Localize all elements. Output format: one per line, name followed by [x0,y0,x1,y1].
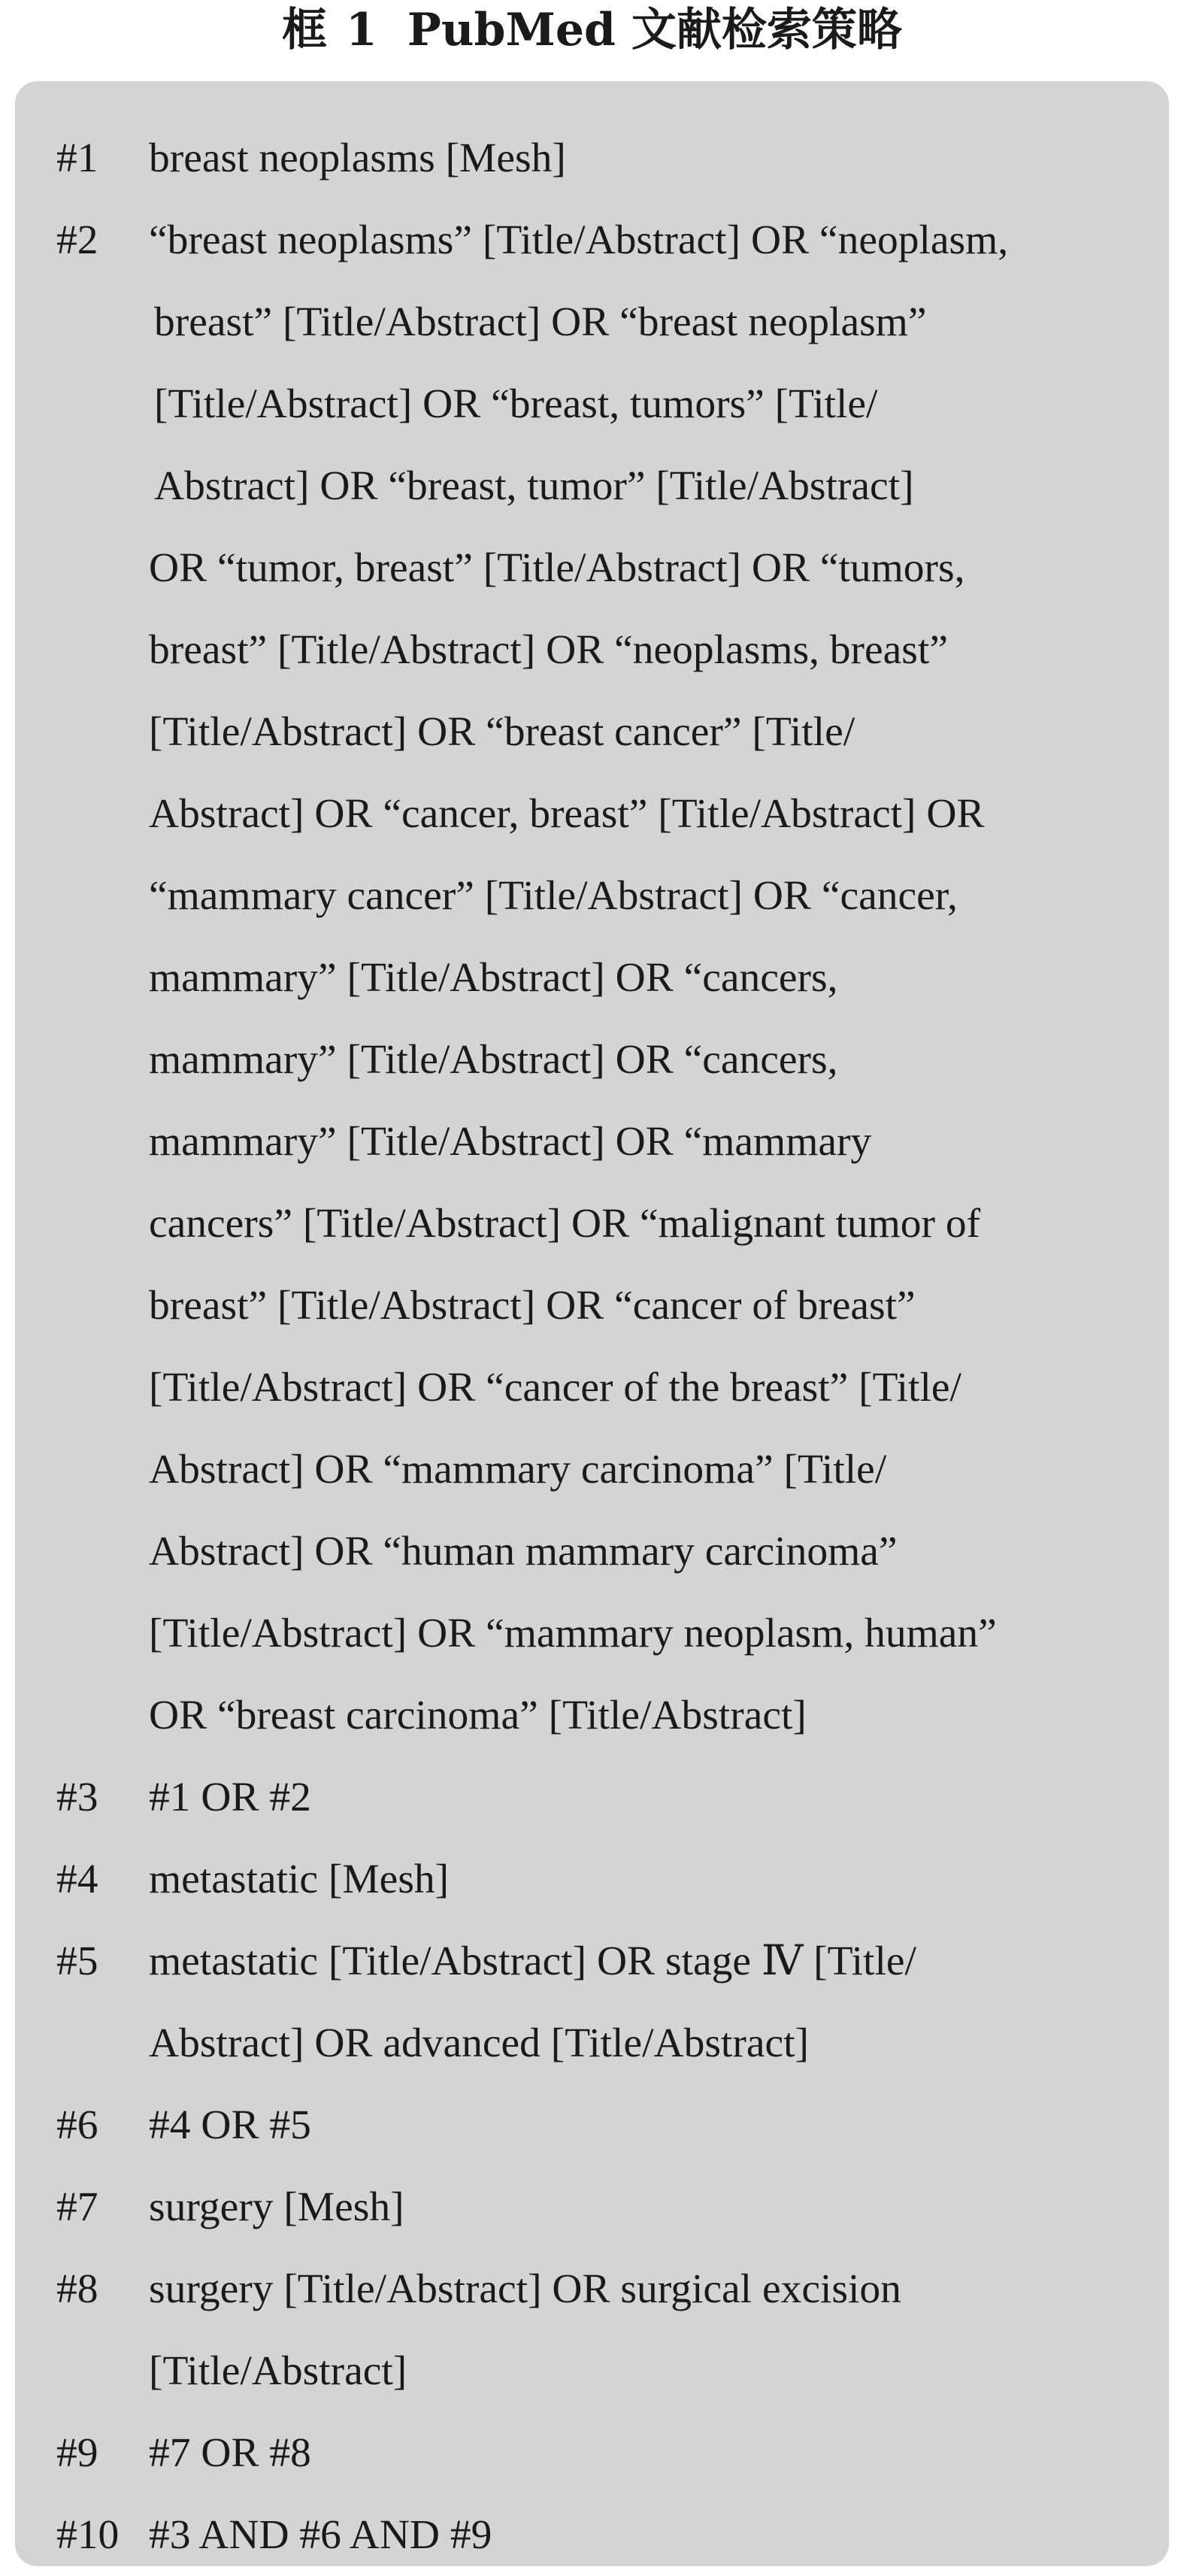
search-query-line: #3 AND #6 AND #9 [149,2512,492,2558]
search-row-number: #1 [56,135,98,181]
search-query-line: metastatic [Title/Abstract] OR stage Ⅳ [Title/ [149,1938,916,1984]
search-query-line: “breast neoplasms” [Title/Abstract] OR “neoplasm, [149,217,1009,263]
search-row [15,199,1169,1756]
search-query-line: #4 OR #5 [149,2102,311,2148]
box-label: 框 [282,4,328,56]
search-query-line: “mammary cancer” [Title/Abstract] OR “cancer, [149,873,958,919]
box-number: 1 [346,4,377,56]
search-query-line: metastatic [Mesh] [149,1856,450,1902]
search-query-line: Abstract] OR “cancer, breast” [Title/Abstract] OR [149,791,985,837]
search-row [15,117,1169,199]
search-query-line: surgery [Mesh] [149,2184,404,2230]
search-query-line: #7 OR #8 [149,2430,311,2476]
search-row [15,2248,1169,2412]
search-row [15,2412,1169,2494]
search-query-line: OR “breast carcinoma” [Title/Abstract] [149,1693,807,1738]
search-query-line: mammary” [Title/Abstract] OR “cancers, [149,955,838,1001]
search-query-line: #1 OR #2 [149,1774,311,1820]
search-row-number: #4 [56,1856,98,1902]
search-query-line: Abstract] OR “breast, tumor” [Title/Abstract] [154,463,914,509]
search-row-number: #7 [56,2184,98,2230]
search-row [15,2494,1169,2576]
search-row [15,2084,1169,2166]
search-row [15,1838,1169,1920]
search-row-number: #8 [56,2266,98,2312]
search-query-line: OR “tumor, breast” [Title/Abstract] OR “tumors, [149,545,965,591]
box-title [0,0,1184,69]
search-query-line: breast neoplasms [Mesh] [149,135,566,181]
search-row [15,1756,1169,1838]
search-row-number: #3 [56,1774,98,1820]
search-row [15,1920,1169,2084]
search-query-line: [Title/Abstract] OR “mammary neoplasm, human” [149,1611,997,1656]
search-query-line: [Title/Abstract] OR “cancer of the breast” [Title/ [149,1365,961,1411]
search-query-line: [Title/Abstract] [149,2348,407,2394]
search-query-line: mammary” [Title/Abstract] OR “cancers, [149,1037,838,1083]
search-row [15,2166,1169,2248]
search-query-line: mammary” [Title/Abstract] OR “mammary [149,1119,872,1165]
search-row-number: #6 [56,2102,98,2148]
search-row-number: #5 [56,1938,98,1984]
search-query-line: breast” [Title/Abstract] OR “cancer of breast” [149,1283,916,1329]
search-strategy-panel [15,81,1169,2566]
search-query-line: breast” [Title/Abstract] OR “breast neoplasm” [154,299,927,345]
search-strategy-list [15,117,1169,2576]
search-query-line: Abstract] OR “human mammary carcinoma” [149,1529,898,1574]
search-query-line: breast” [Title/Abstract] OR “neoplasms, breast” [149,627,948,673]
search-query-line: [Title/Abstract] OR “breast cancer” [Title/ [149,709,855,755]
search-query-line: [Title/Abstract] OR “breast, tumors” [Title/ [154,381,878,427]
search-row-number: #9 [56,2430,98,2476]
search-row-number: #10 [56,2512,120,2558]
box-title-text: PubMed 文献检索策略 [407,4,902,56]
search-row-number: #2 [56,217,98,263]
search-query-line: Abstract] OR “mammary carcinoma” [Title/ [149,1447,887,1493]
search-query-line: cancers” [Title/Abstract] OR “malignant tumor of [149,1201,981,1247]
search-query-line: Abstract] OR advanced [Title/Abstract] [149,2020,810,2066]
search-query-line: surgery [Title/Abstract] OR surgical excision [149,2266,901,2312]
